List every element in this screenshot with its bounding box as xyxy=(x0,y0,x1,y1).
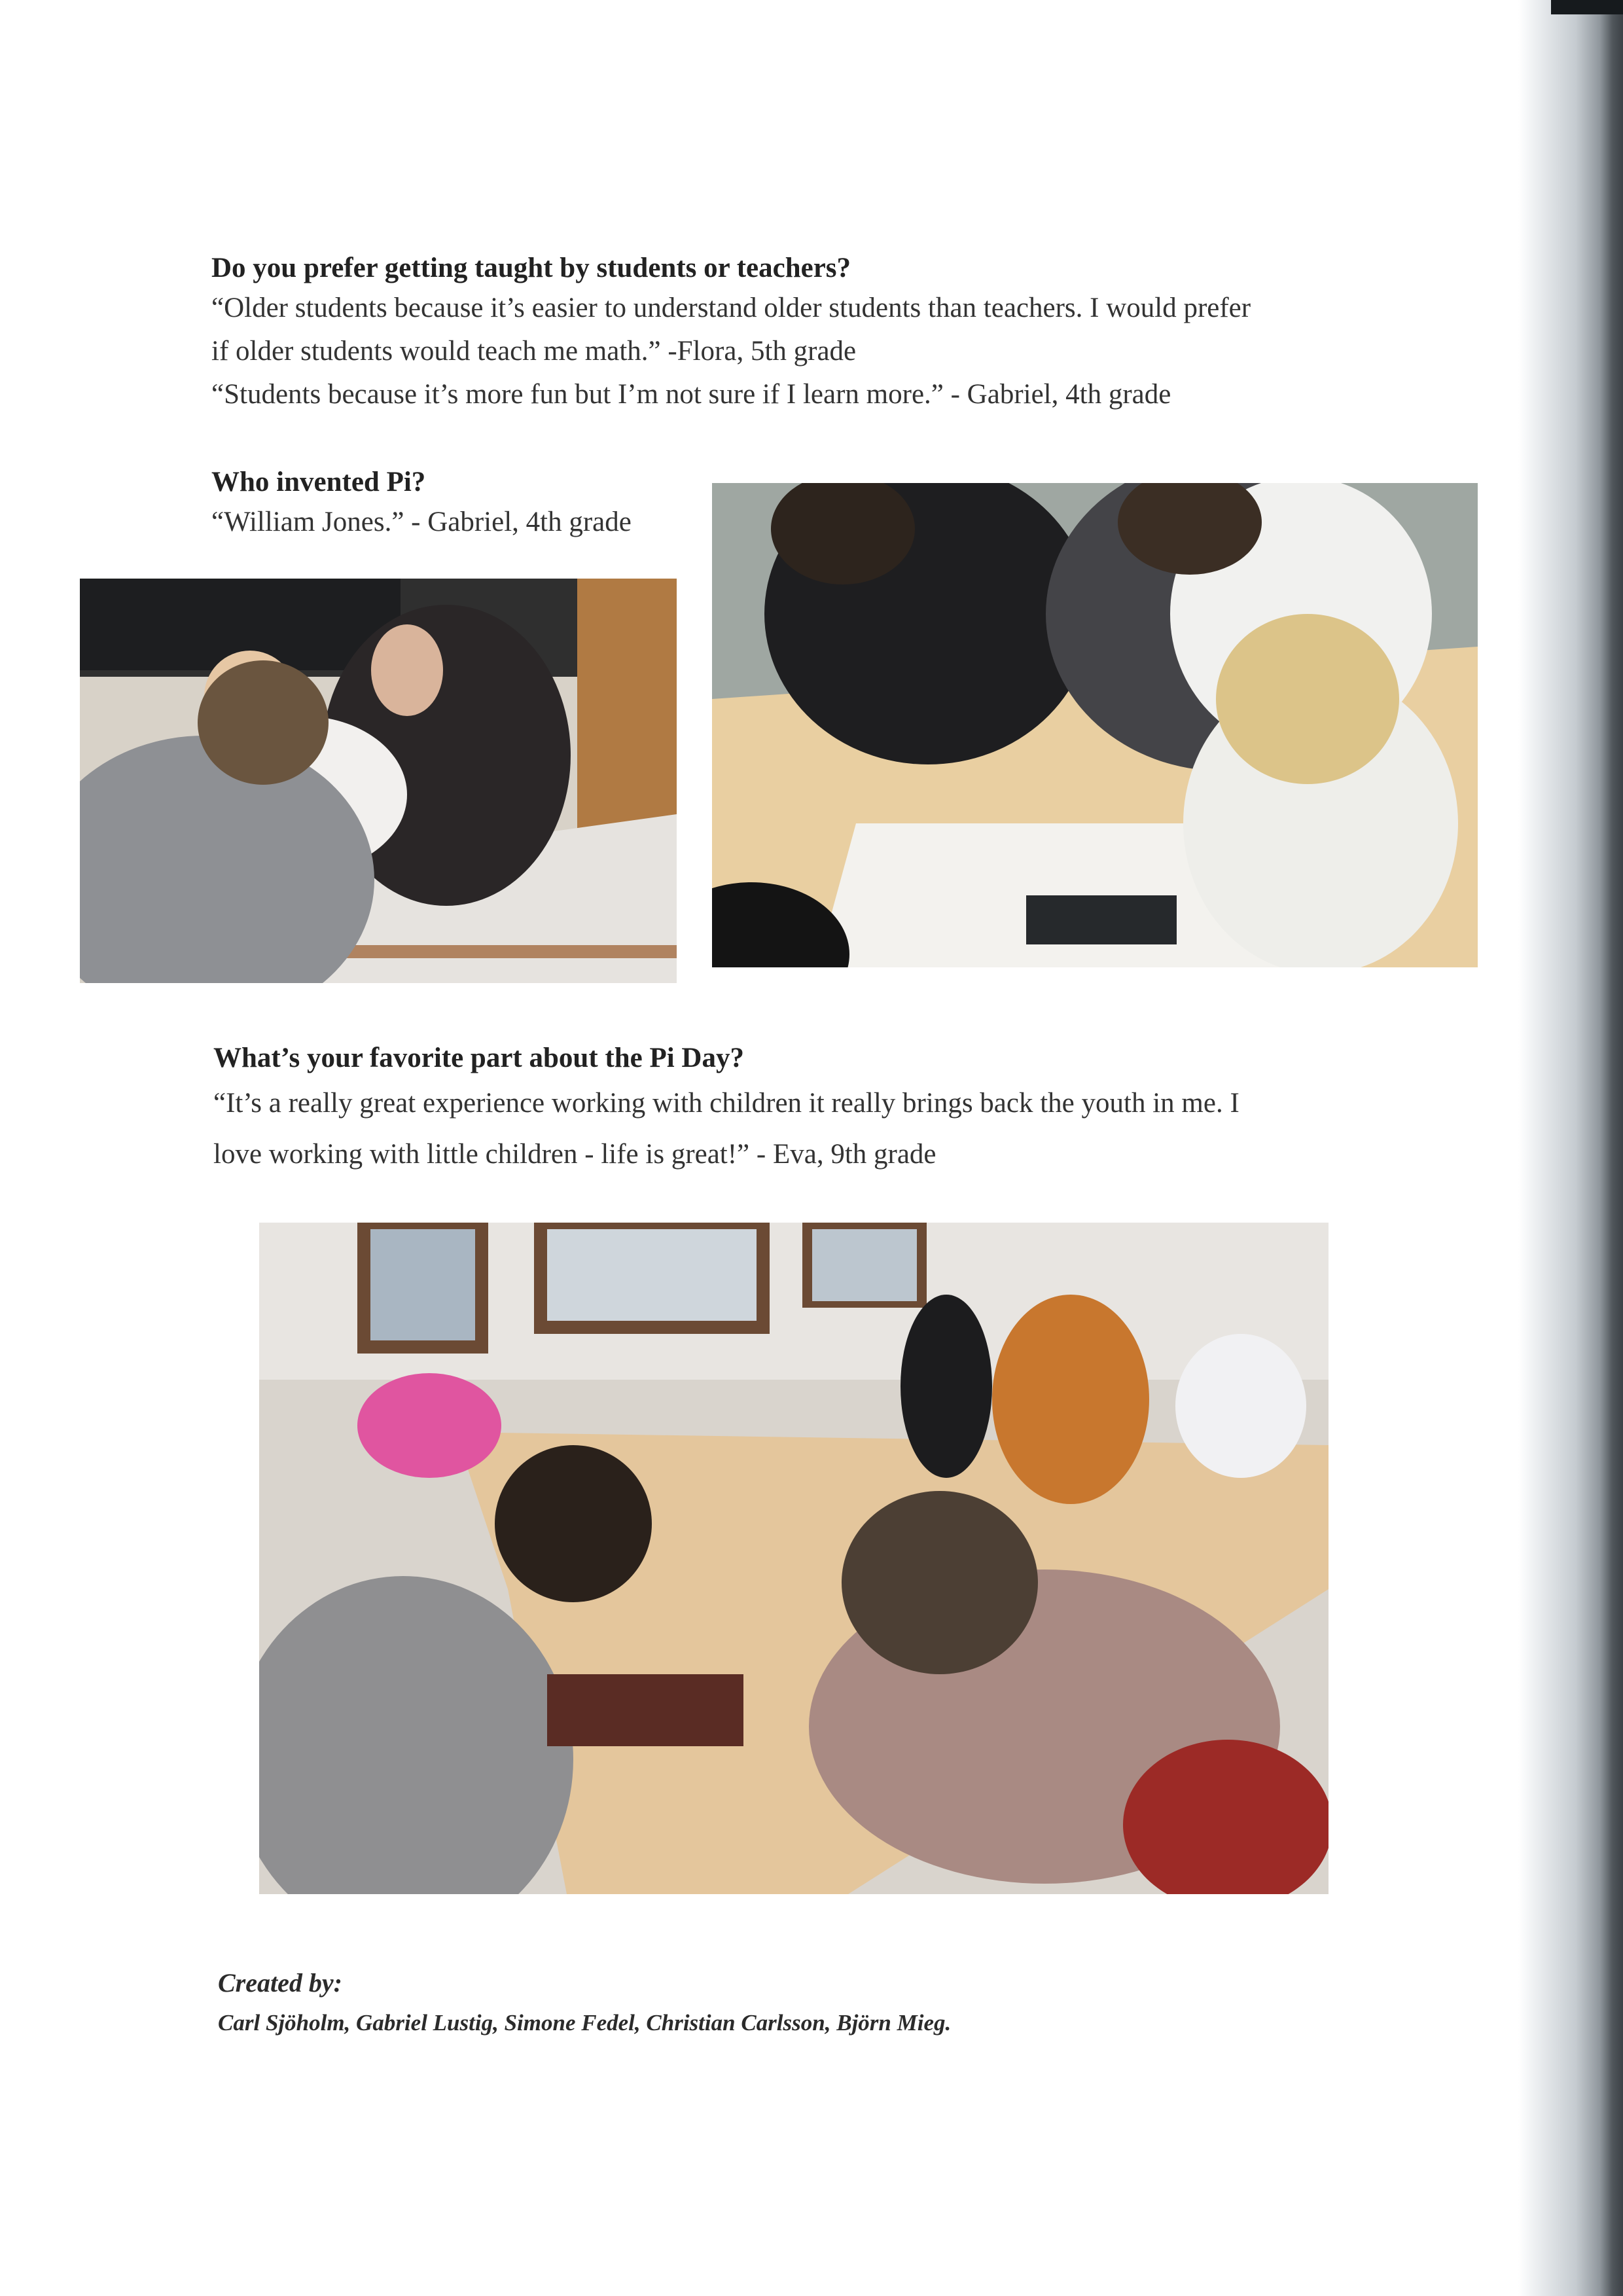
book-spine-edge xyxy=(1551,0,1623,14)
qa-section-teaching xyxy=(211,252,1455,416)
credits-title: Created by: xyxy=(218,1968,342,1998)
answer-line: “William Jones.” - Gabriel, 4th grade xyxy=(211,507,632,537)
question-heading: What’s your favorite part about the Pi Day? xyxy=(213,1043,744,1073)
classroom-photo-bottom xyxy=(259,1223,1329,1894)
question-heading: Who invented Pi? xyxy=(211,467,426,497)
question-heading: Do you prefer getting taught by students or teachers? xyxy=(211,253,851,283)
qa-section-pi-inventor xyxy=(211,466,709,544)
classroom-photo-left xyxy=(80,579,677,983)
credits xyxy=(218,1967,1396,2036)
credits-names: Carl Sjöholm, Gabriel Lustig, Simone Fedel, Christian Carlsson, Björn Mieg. xyxy=(218,2010,952,2036)
answer-line: “Students because it’s more fun but I’m not sure if I learn more.” - Gabriel, 4th grade xyxy=(211,379,1171,410)
answer-line: “It’s a really great experience working with children it really brings back the youth in me. I xyxy=(213,1088,1240,1119)
answer-line: “Older students because it’s easier to understand older students than teachers. I would prefer xyxy=(211,293,1251,323)
classroom-photo-right xyxy=(712,483,1478,967)
answer-line: if older students would teach me math.” -Flora, 5th grade xyxy=(211,336,857,367)
book-spine-shadow xyxy=(1518,0,1623,2296)
answer-line: love working with little children - life is great!” - Eva, 9th grade xyxy=(213,1139,936,1170)
qa-section-favorite-part xyxy=(213,1042,1457,1180)
